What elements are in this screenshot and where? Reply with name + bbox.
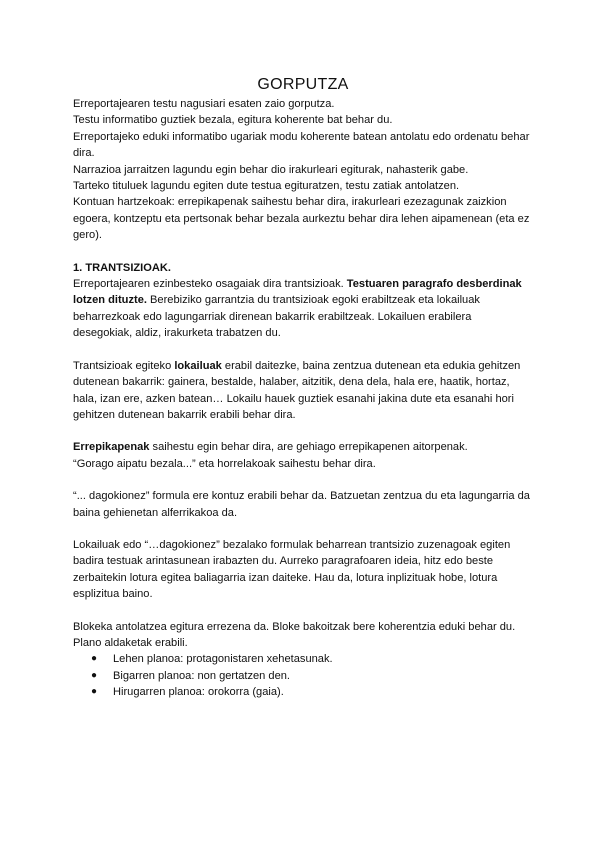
bullet-icon: ●	[91, 686, 98, 698]
list-item	[91, 668, 533, 684]
intro-line-6: Kontuan hartzekoak: errepikapenak saihestu behar dira, irakurleari ezezagunak zaizkion egoera, kontzeptu eta pertsonak behar bezala aurkeztu behar dira lehen aipamenean (eta ez gero).	[73, 196, 530, 242]
paragraph-transitions	[73, 276, 533, 342]
paragraph-text: Berebiziko garrantzia du trantsizioak egoki erabiltzeak eta lokailuak beharrezkoak edo lagungarriak direnean bakarrik erabiltzeak. Lokailuen erabilera desegokiak, aldiz, irakurketa trabatzen du.	[73, 294, 480, 340]
spacer	[73, 472, 533, 488]
list-item-text: Hirugarren planoa: orokorra (gaia).	[113, 686, 284, 699]
paragraph-text: Erreportajearen ezinbesteko osagaiak dira trantsizioak.	[73, 278, 347, 291]
paragraph-direct-transitions: Lokailuak edo “…dagokionez” bezalako formulak beharrean trantsizio zuzenagoak egiten badira testuak arintasunean irabazten du. Aurreko paragrafoaren ideia, hitz edo beste zerbaitekin lotura egitea baliagarria izan daiteke. Hau da, lotura inplizituak hobe, lotura esplizitua baino.	[73, 538, 511, 601]
paragraph-bold: lokailuak	[174, 359, 222, 372]
spacer	[73, 244, 533, 260]
bullet-icon: ●	[91, 653, 98, 665]
document-page	[73, 74, 533, 701]
paragraph-planes: Plano aldaketak erabili.	[73, 636, 188, 649]
intro-line-1: Erreportajearen testu nagusiari esaten zaio gorputza.	[73, 98, 335, 110]
paragraph-text: Trantsizioak egiteko	[73, 359, 175, 372]
paragraph-text: saihestu egin behar dira, are gehiago errepikapenen aitorpenak.	[149, 441, 468, 454]
intro-line-5: Tarteko tituluek lagundu egiten dute testua egituratzen, testu zatiak antolatzen.	[73, 180, 460, 193]
paragraph-bold: Testuaren paragrafo desberdinak lotzen dituzte.	[73, 278, 522, 307]
list-item-text: Bigarren planoa: non gertatzen den.	[113, 669, 291, 682]
intro-line-2: Testu informatibo guztiek bezala, egitura koherente bat behar du.	[73, 114, 393, 127]
list-item	[91, 651, 533, 667]
spacer	[73, 521, 533, 537]
spacer	[73, 603, 533, 619]
bullet-icon: ●	[91, 669, 98, 681]
paragraph-connectors	[73, 358, 533, 424]
list-item	[91, 684, 533, 700]
page-title: GORPUTZA	[257, 76, 349, 93]
intro-line-4: Narrazioa jarraitzen lagundu egin behar dio irakurleari egiturak, nahasterik gabe.	[73, 163, 469, 176]
paragraph-dagokionez: “... dagokionez” formula ere kontuz erabili behar da. Batzuetan zentzua du eta lagungarria da baina gehienetan alferrikakoa da.	[73, 490, 530, 519]
spacer	[73, 423, 533, 439]
paragraph-repetitions	[73, 439, 533, 455]
paragraph-bold: Errepikapenak	[73, 441, 150, 454]
paragraph-blocks: Blokeka antolatzea egitura errezena da. Bloke bakoitzak bere koherentzia eduki behar du.	[73, 620, 516, 633]
spacer	[73, 342, 533, 358]
planes-list	[73, 651, 533, 700]
paragraph-text: erabil daitezke, baina zentzua dutenean eta edukia gehitzen dutenean bakarrik: gainera, bestalde, halaber, aitzitik, dena dela, hala ere, haatik, hortaz, hala, izan ere, azken batean… Lokailu hauek guztiek esanahi jakina dute eta esanahi hori gehitzen dutenean bakarrik erabili behar dira.	[73, 359, 521, 421]
list-item-text: Lehen planoa: protagonistaren xehetasunak.	[113, 653, 333, 666]
section-heading: 1. TRANTSIZIOAK.	[73, 261, 171, 274]
intro-line-3: Erreportajeko eduki informatibo ugariak modu koherente batean antolatu edo ordenatu behar dira.	[73, 130, 530, 160]
paragraph-repetitions-example: “Gorago aipatu bezala...” eta horrelakoak saihestu behar dira.	[73, 457, 376, 470]
